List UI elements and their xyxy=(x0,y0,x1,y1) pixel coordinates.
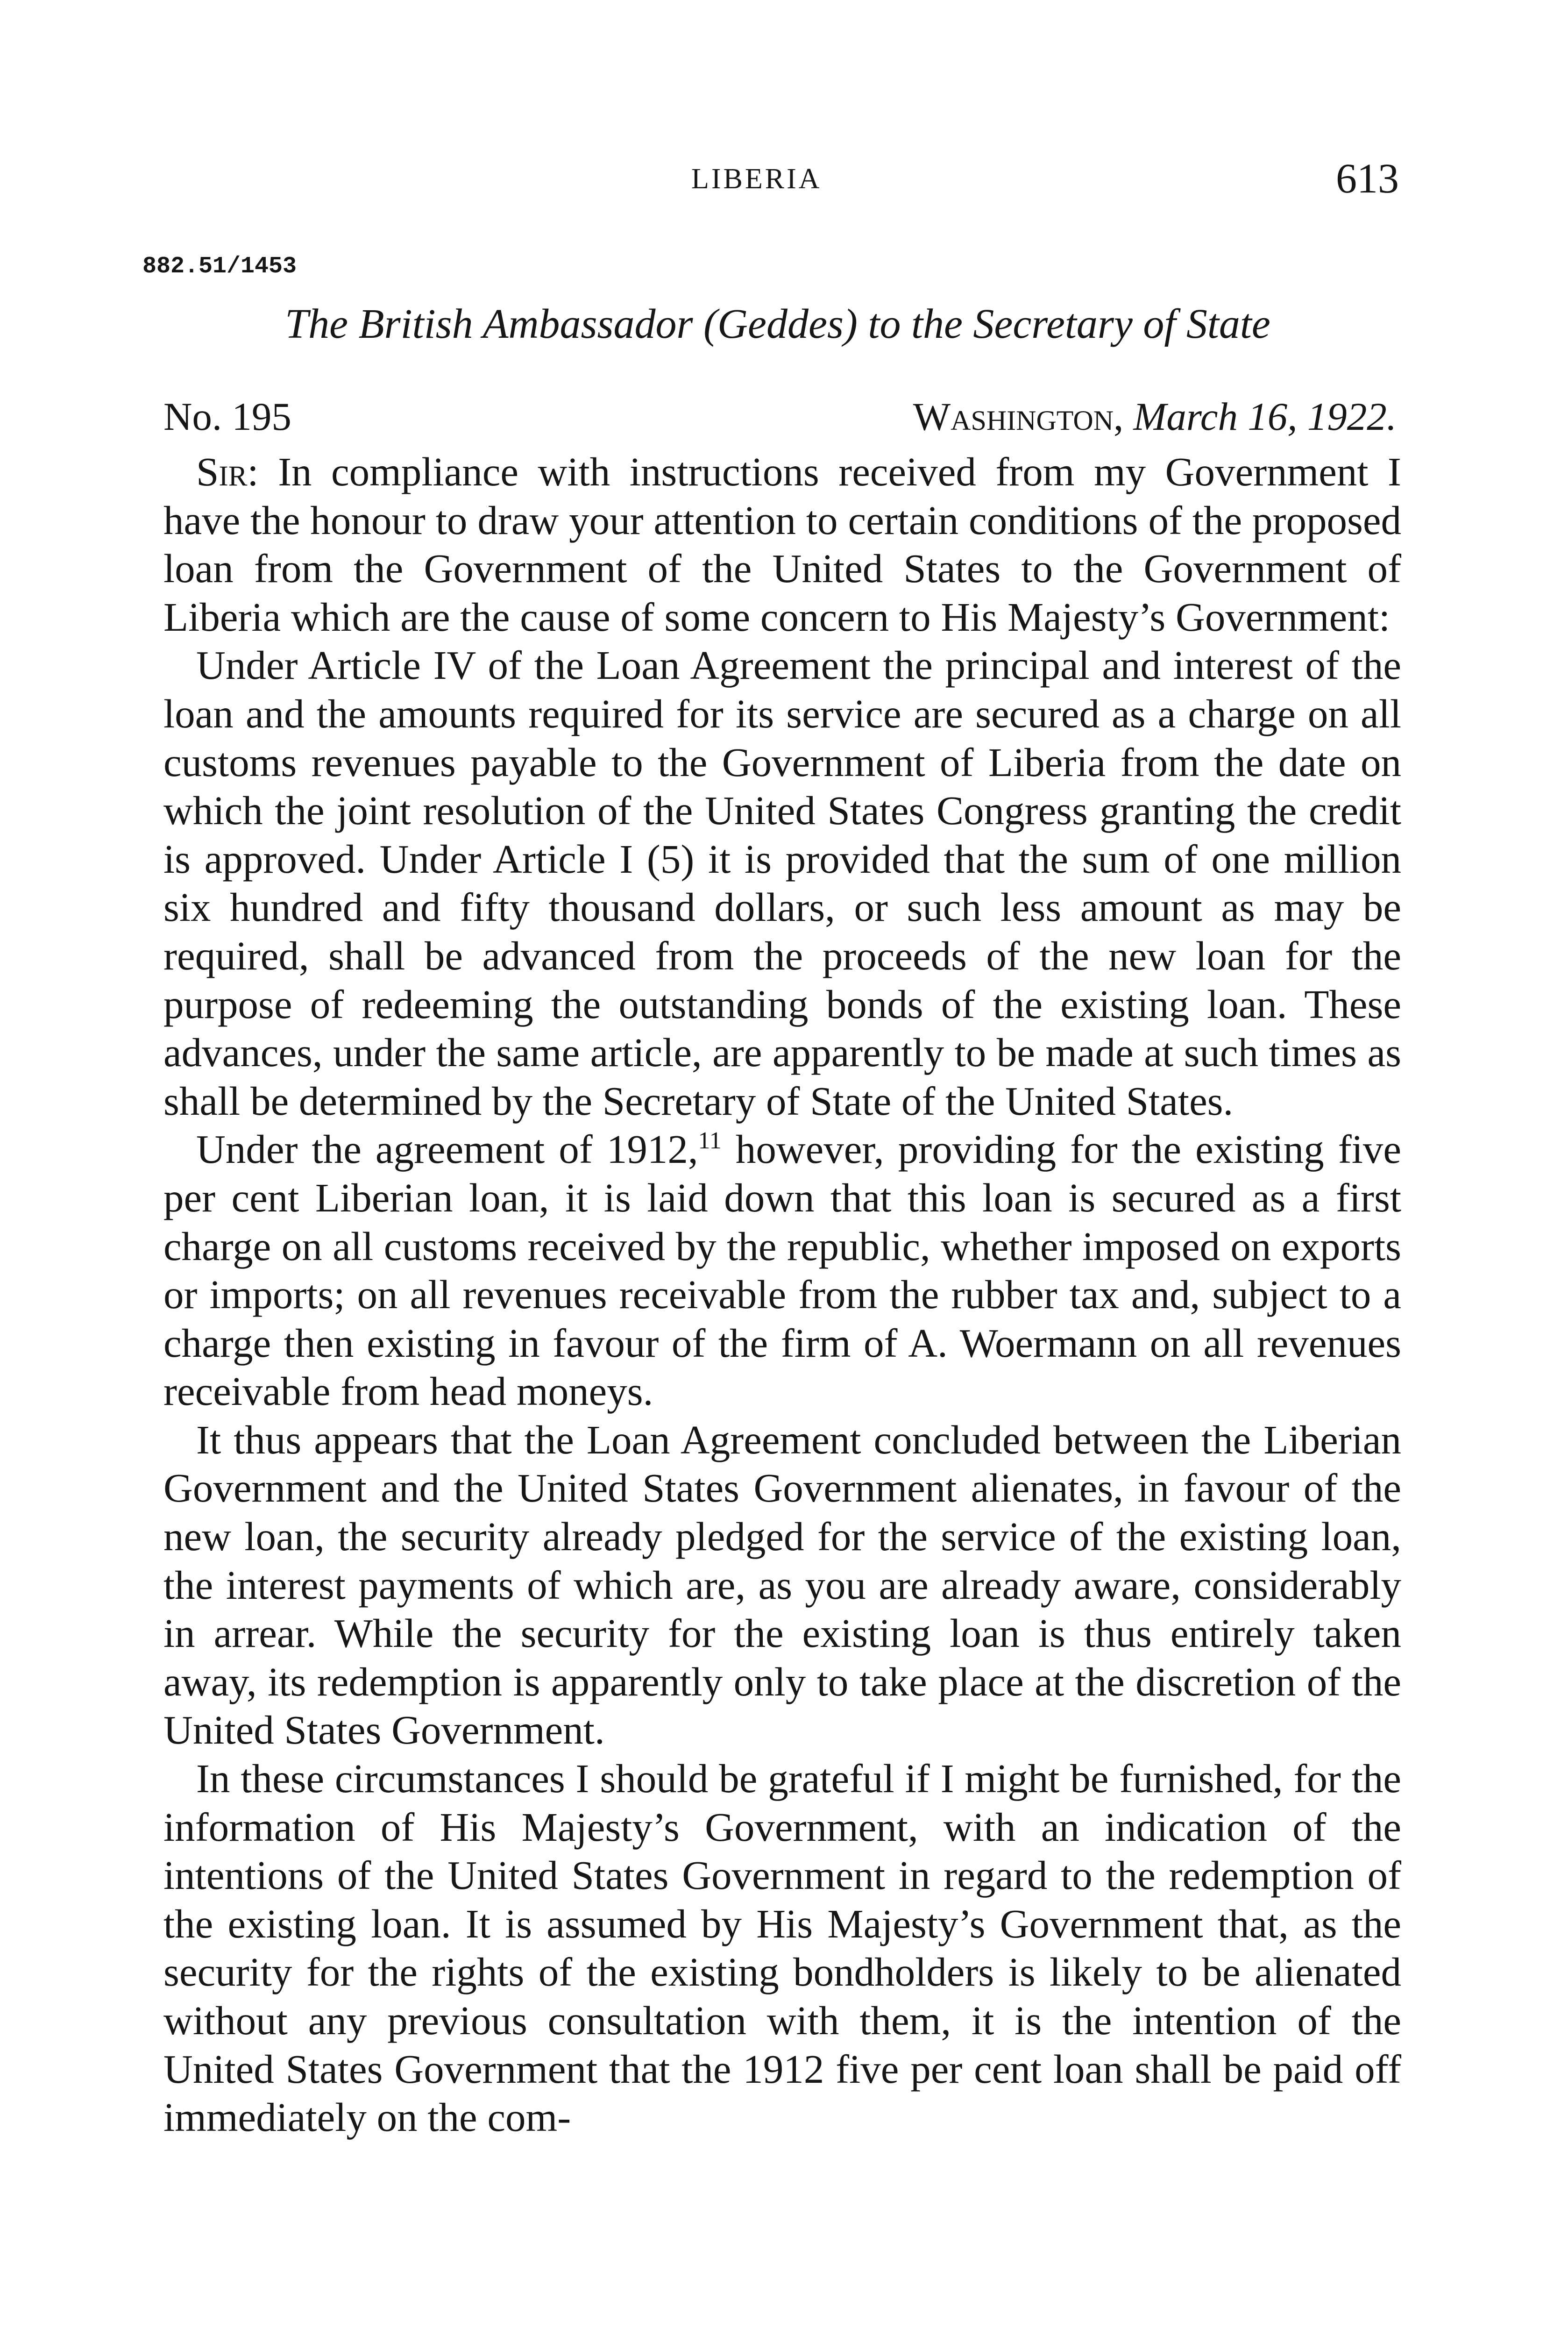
paragraph-4: It thus appears that the Loan Agreement concluded between the Liberian Government and the United States Government alienates, in favour of the new loan, the security already pledged for the service of the existing loan, the interest payments of which are, as you are already aware, considerably in arrear. While the security for the existing loan is thus entirely taken away, its redemption is apparently only to take place at the discretion of the United States Government. xyxy=(163,1417,1401,1753)
paragraph-3-lead: Under the agreement of 1912, xyxy=(196,1126,698,1172)
dateline xyxy=(913,397,1397,437)
document-heading: The British Ambassador (Geddes) to the Secretary of State xyxy=(285,301,1270,347)
paragraph-1 xyxy=(163,448,1401,641)
paragraph-2: Under Article IV of the Loan Agreement the principal and interest of the loan and the amounts required for its service are secured as a charge on all customs revenues payable to the Government of Liberia from the date on which the joint resolution of the United States Congress granting the credit is approved. Under Article I (5) it is provided that the sum of one million six hundred and fifty thousand dollars, or such less amount as may be required, shall be advanced from the proceeds of the new loan for the purpose of redeeming the outstanding bonds of the existing loan. These advances, under the same article, are apparently to be made at such times as shall be determined by the Secretary of State of the United States. xyxy=(163,642,1401,1124)
page-number: 613 xyxy=(1336,156,1399,202)
paragraph-1-text: In compliance with instructions received from my Government I have the honour to draw your attention to certain conditions of the proposed loan from the Government of the United States to the Government of Liberia which are the cause of some concern to His Majesty’s Government: xyxy=(163,449,1401,640)
paragraph-3-rest: however, providing for the existing five per cent Liberian loan, it is laid down that this loan is secured as a first charge on all customs received by the republic, whether imposed on exports or imports; on all revenues receivable from the rubber tax and, subject to a charge then existing in favour of the firm of A. Woermann on all revenues receivable from head moneys. xyxy=(163,1126,1401,1414)
file-reference: 882.51/1453 xyxy=(142,253,297,280)
footnote-reference[interactable]: 11 xyxy=(698,1127,722,1154)
paragraph-5: In these circumstances I should be grateful if I might be furnished, for the information of His Majesty’s Government, with an indication of the intentions of the United States Government in regard to the redemption of the existing loan. It is assumed by His Majesty’s Government that, as the security for the rights of the existing bondholders is likely to be alienated without any previous consultation with them, it is the intention of the United States Government that the 1912 five per cent loan shall be paid off immediately on the com- xyxy=(163,1756,1401,2140)
letter-body xyxy=(163,448,1401,2142)
dateline-date: March 16, 1922. xyxy=(1133,395,1397,439)
dateline-place: Washington, xyxy=(913,395,1124,439)
salutation: Sir: xyxy=(196,449,259,494)
paragraph-3 xyxy=(163,1125,1401,1416)
document-number: No. 195 xyxy=(163,395,291,439)
running-title: LIBERIA xyxy=(691,163,822,195)
